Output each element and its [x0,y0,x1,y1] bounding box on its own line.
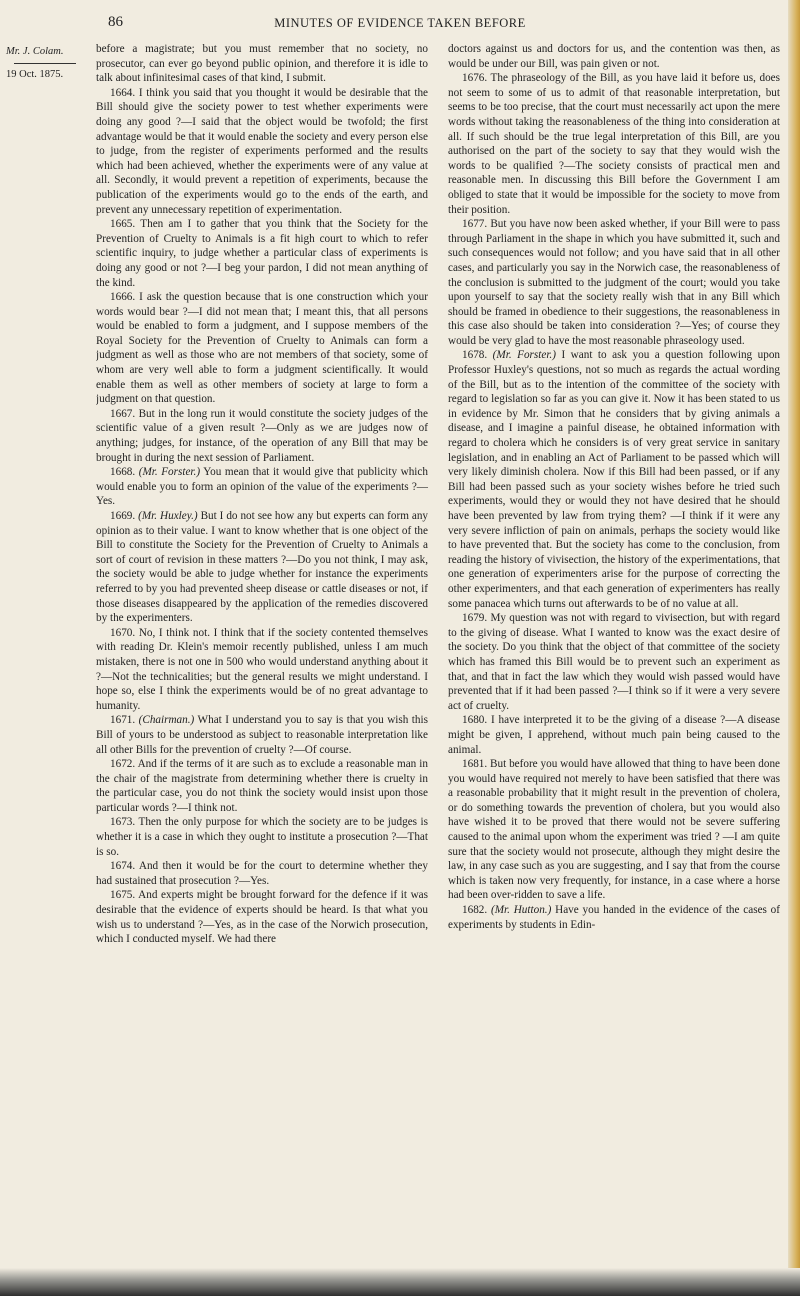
question-number: 1672. [110,758,136,771]
running-header: MINUTES OF EVIDENCE TAKEN BEFORE [274,16,526,30]
paragraph [448,903,780,932]
paragraph [448,71,780,217]
paragraph [448,713,780,757]
paragraph-text: Then the only purpose for which the society are to be judges is whether it is a case in which they ought to institute a prosecution ?—That is so. [96,816,428,858]
paragraph-text: But before you would have allowed that thing to have been done you would have required not merely to have been satisfied that there was a reasonable probability that it might result in the prevention of cholera, or do something towards the prevention of cholera, but you would also have wished it to be proved that there would not be severe suffering caused to the animal upon whom the experiment was tried ? —I am quite sure that the society would not prosecute, although they might desire the law, in any case such as you are suggesting, and I say that from the course which is taken now very frequently, for instance, in a case where a horse had been over-ridden to save a life. [448,758,780,902]
paragraph [96,509,428,626]
paragraph [96,290,428,407]
question-number: 1670. [110,626,136,639]
paragraph [448,348,780,611]
paragraph-text: You mean that it would give that publicity which would enable you to form an opinion of the value of the experiments ?—Yes. [96,466,428,508]
paragraph-text: And experts might be brought forward for the defence if it was desirable that the evidence of experts should be heard. Is that what you wish us to understand ?—Yes, as in the case of the Norwich prosecution, which I conducted myself. We had there [96,889,429,946]
paragraph-text: My question was not with regard to vivisection, but with regard to the giving of disease. What I wanted to know was the exact desire of the society. Do you think that the object of that committee of the society which has framed this Bill would be to prevent such an experiment as that, and that in fact the law which they would wish passed would have prevented that if it had been passed ?—I think so if it were a very severe act of cruelty. [448,612,780,712]
paragraph [96,713,428,757]
question-number: 1675. [110,889,136,902]
paragraph [448,757,780,903]
left-column [96,42,428,1250]
question-number: 1667. [110,407,136,420]
question-number: 1681. [462,758,488,771]
paragraph [448,42,780,71]
question-number: 1678. [462,349,488,362]
question-number: 1669. [110,510,136,522]
paragraph-text: I ask the question because that is one construction which your words would bear ?—I did not mean that; I meant this, that all persons would be enabled to form a judgment, and I suppose members of the Royal Society for the Prevention of Cruelty to Animals can form a judgment as well as those who are not members of that society, some of whom are very well able to form a judgment scientifically. It would enable them as well as other members of society at large to form a judgment on that question. [96,291,428,406]
paragraph [448,611,780,713]
paragraph-text: What I understand you to say is that you wish this Bill of yours to be understood as subject to reasonable interpretation like all other Bills for the prevention of cruelty ?—Of course. [96,714,428,756]
paragraph [96,217,428,290]
page-number: 86 [108,14,123,30]
paragraph-text: But in the long run it would constitute the society judges of the scientific value of a given result ?—Only as we are judges now of anything; judges, for instance, of the operation of any Bill that may be brought in during the next session of Parliament. [96,407,428,464]
question-number: 1671. [110,714,136,727]
paragraph-text: Have you handed in the evidence of the cases of experiments by students in Edin- [448,904,780,931]
speaker-name: (Mr. Hutton.) [490,904,552,917]
margin-rule [14,63,76,64]
paragraph-text: But I do not see how any but experts can form any opinion as to their value. I want to know whether that is one object of the Bill to constitute the Society for the Prevention of Cruelty to Animals a sort of court of revision in these matters ?—Do you not think, I may ask, the society would be able to judge whether for instance the experiments referred to by you had prevented sheep disease or cattle diseases or not, if those diseases disappeared by the application of the remedies discovered by the experimenters. [96,510,429,625]
paragraph-text: I want to ask you a question following upon Professor Huxley's questions, not so much as regards the actual wording of the Bill, but as to the intention of the committee of the society with regard to legislation so far as you can give it. Now it has been stated to us in evidence by Mr. Simon that he considers that by giving animals a disease, and I imagine a painful disease, he obtained information with regard to cholera which he considers is of very great service in sanitary legislation, and in enabling an Act of Parliament to be passed which will very likely diminish cholera. Now if this Bill had been passed, or if any Bill had been passed such as your society wishes before he tried such experiments, would they or would they not have desired that he should have been prevented by law from trying them? —I think if it were any very severe infliction of pain on animals, perhaps the society would like to have prevented that. But the society has come to the conclusion, from reading the history of vivisection, the history of the experimentations, that one generation of experimenters arise for the purpose of correcting the other experimenters, and that each generation of experimenters has really some panacea which turns out afterwards to be of no value at all. [448,349,780,610]
paragraph [96,888,428,946]
question-number: 1680. [462,714,488,727]
paragraph-text: And if the terms of it are such as to exclude a reasonable man in the chair of the magistrate from determining whether there is cruelty in the particular case, you do not think the society would insist upon those particular words ?—I think not. [96,758,428,814]
paragraph-text: Then am I to gather that you think that the Society for the Prevention of Cruelty to Animals is a fit high court to which to refer scientific inquiry, to judge whether a particular class of experiments is doing any good or not ?—I beg your pardon, I did not mean anything of the kind. [96,218,428,289]
question-number: 1682. [462,904,488,917]
paragraph [96,859,428,888]
text-columns [96,42,780,1250]
question-number: 1674. [110,860,136,873]
speaker-name: (Chairman.) [138,714,195,727]
paragraph [96,757,428,815]
speaker-name: (Mr. Forster.) [492,349,556,362]
question-number: 1676. [462,72,488,85]
paragraph [448,217,780,348]
speaker-name: (Mr. Huxley.) [138,510,198,522]
paragraph [96,465,428,509]
margin-date: 19 Oct. 1875. [6,69,64,80]
paragraph-text: I think you said that you thought it would be desirable that the Bill should give the society power to test whether experiments were doing any good ?—I said that the object would be twofold; the first advantage would be that it would enable the society and every person else to judge, from the register of experiments performed and the results which had been achieved, whether the experiments were of any value at all. Secondly, it would prevent a repetition of experiments, because the publication of the experiments would go to the ends of the earth, and prevent any unnecessary repetition of experimentation. [96,86,429,216]
question-number: 1664. [110,86,136,99]
question-number: 1677. [462,218,488,231]
paragraph-text: I have interpreted it to be the giving of a disease ?—A disease might be given, I apprehend, without much pain being caused to the animal. [448,714,780,756]
paragraph [96,815,428,859]
margin-witness: Mr. J. Colam. [6,46,64,57]
paragraph [96,42,428,86]
paragraph [96,86,428,217]
paragraph [96,407,428,465]
paragraph-text: And then it would be for the court to determine whether they had sustained that prosecution ?—Yes. [96,860,428,887]
question-number: 1679. [462,612,488,625]
paragraph-text: doctors against us and doctors for us, and the contention was then, as would be under our Bill, was pain given or not. [448,43,780,70]
paragraph-text: No, I think not. I think that if the society contented themselves with reading Dr. Klein's memoir recently published, unless I am much mistaken, there is not one in 500 who would understand anything about it ?—Not the technicalities; but the general results we might understand. I hope so, else I think the experiments would be of no great advantage to humanity. [96,626,428,712]
question-number: 1666. [110,291,136,304]
page-edge-right [788,0,800,1296]
speaker-name: (Mr. Forster.) [138,466,201,479]
page-edge-bottom [0,1268,800,1296]
question-number: 1673. [110,816,136,829]
question-number: 1668. [110,466,136,479]
paragraph [96,626,428,714]
right-column [448,42,780,1250]
margin-note [6,44,90,83]
paragraph-text: before a magistrate; but you must remember that no society, no prosecutor, can ever go beyond public opinion, and therefore it is idle to talk about infinitesimal cases of that kind, I submit. [96,43,428,85]
paragraph-text: But you have now been asked whether, if your Bill were to pass through Parliament in the shape in which you have submitted it, such and such consequences would not follow; and you have said that in all other cases, and particularly you say in the Norwich case, the reasonableness of the conclusion is submitted to the judgment of the court; would you take upon yourself to say that the society really wish that in any Bill which should be framed in obedience to their suggestions, the reasonableness in this case also should be taken into consideration ?—Yes; of course they would be very glad to have the most reasonable phraseology used. [448,218,780,347]
paragraph-text: The phraseology of the Bill, as you have laid it before us, does not seem to some of us to admit of that reasonable interpretation, but seems to be too precise, that the court must necessarily act upon the mere words without taking the reasonableness of the thing into consideration at all. If such should be the true legal interpretation of this Bill, are you authorised on the part of the society to say that they would wish the words to be qualified ?—The society consists of practical men and reasonable men. In discussing this Bill before the Government I am obliged to state that it would be impossible for the society to move from their position. [448,72,780,216]
question-number: 1665. [110,218,136,231]
